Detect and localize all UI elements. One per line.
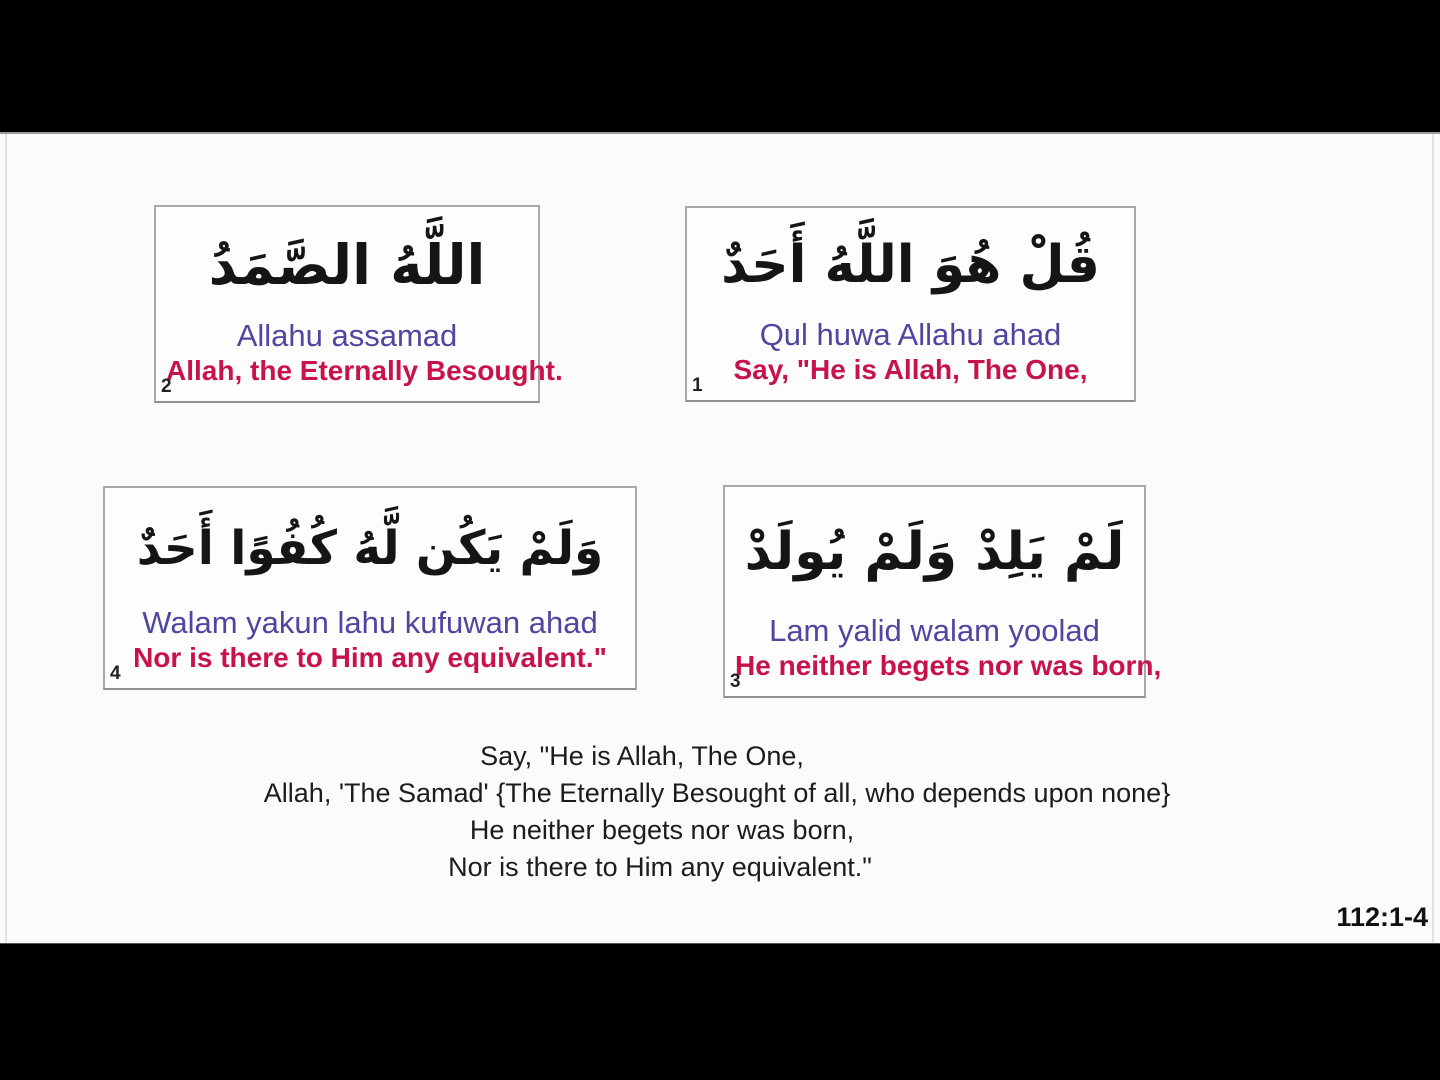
arabic-verse-text: وَلَمْ يَكُن لَّهُ كُفُوًا أَحَدٌ bbox=[136, 521, 604, 577]
summary-line: Nor is there to Him any equivalent." bbox=[448, 852, 872, 882]
verse-number: 2 bbox=[161, 376, 172, 397]
verse-card-3 bbox=[723, 485, 1162, 698]
verse-card-1 bbox=[685, 206, 1136, 402]
transliteration-text: Qul huwa Allahu ahad bbox=[759, 317, 1062, 352]
verse-number: 4 bbox=[110, 663, 121, 684]
translation-text: Allah, the Eternally Besought. bbox=[166, 355, 563, 386]
top-letterbox-bar bbox=[0, 0, 1440, 134]
transliteration-text: Walam yakun lahu kufuwan ahad bbox=[142, 605, 598, 640]
surah-reference-label: 112:1-4 bbox=[1336, 902, 1428, 932]
summary-line: He neither begets nor was born, bbox=[469, 815, 855, 845]
bottom-letterbox-bar bbox=[0, 943, 1440, 1080]
arabic-verse-text: قُلْ هُوَ اللَّهُ أَحَدٌ bbox=[721, 234, 1100, 295]
verse-number: 3 bbox=[730, 671, 741, 692]
summary-line: Say, "He is Allah, The One, bbox=[480, 741, 804, 771]
verse-card-4 bbox=[103, 486, 637, 690]
translation-text: He neither begets nor was born, bbox=[735, 650, 1162, 681]
arabic-verse-text: لَمْ يَلِدْ وَلَمْ يُولَدْ bbox=[744, 522, 1125, 583]
arabic-verse-text: اللَّهُ الصَّمَدُ bbox=[208, 232, 486, 297]
transliteration-text: Allahu assamad bbox=[236, 318, 458, 353]
translation-text: Say, "He is Allah, The One, bbox=[733, 354, 1088, 385]
transliteration-text: Lam yalid walam yoolad bbox=[769, 613, 1100, 648]
verse-number: 1 bbox=[692, 375, 703, 396]
verse-card-2 bbox=[154, 205, 563, 403]
summary-paragraph bbox=[20, 738, 1420, 886]
summary-line: Allah, 'The Samad' {The Eternally Besought of all, who depends upon none} bbox=[263, 778, 1171, 808]
translation-text: Nor is there to Him any equivalent." bbox=[133, 642, 607, 673]
slide-content bbox=[0, 134, 1440, 943]
